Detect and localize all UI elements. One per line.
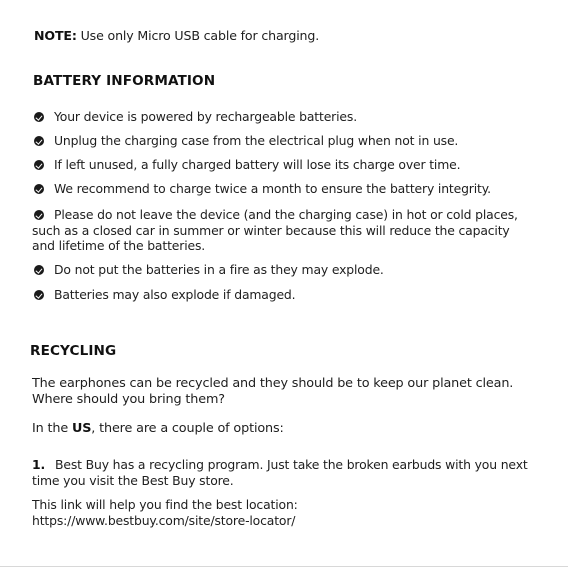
check-circle-icon	[34, 265, 44, 275]
check-circle-icon	[34, 112, 44, 122]
numbered-item	[32, 457, 552, 489]
us-options-line	[32, 421, 552, 437]
check-circle-icon	[34, 210, 44, 220]
list-item	[34, 133, 534, 149]
item-text: Best Buy has a recycling program. Just take the broken earbuds with you next time you visit the Best Buy store.	[32, 457, 528, 488]
item-number: 1.	[32, 457, 46, 472]
bullet-text: Your device is powered by rechargeable batteries.	[54, 109, 357, 124]
recycling-heading: RECYCLING	[30, 343, 117, 359]
list-item	[34, 262, 534, 278]
list-item	[32, 207, 524, 254]
note-label: NOTE:	[34, 28, 77, 43]
list-item	[34, 287, 534, 303]
store-locator-link[interactable]: https://www.bestbuy.com/site/store-locator/	[32, 513, 296, 528]
battery-information-heading: BATTERY INFORMATION	[33, 73, 216, 89]
list-item	[34, 157, 534, 173]
link-intro: This link will help you find the best location:	[32, 497, 298, 512]
bullet-text: Unplug the charging case from the electrical plug when not in use.	[54, 133, 459, 148]
check-circle-icon	[34, 160, 44, 170]
link-block	[32, 497, 552, 529]
us-bold: US	[71, 421, 92, 436]
bullet-text: If left unused, a fully charged battery will lose its charge over time.	[54, 157, 461, 172]
bottom-divider	[0, 566, 568, 567]
note-text: Use only Micro USB cable for charging.	[76, 28, 320, 43]
check-circle-icon	[34, 184, 44, 194]
bullet-text: We recommend to charge twice a month to ensure the battery integrity.	[54, 181, 491, 196]
us-suffix: , there are a couple of options:	[91, 421, 284, 436]
bullet-text: Batteries may also explode if damaged.	[54, 287, 296, 302]
us-prefix: In the	[32, 421, 72, 436]
list-item	[34, 181, 534, 197]
check-circle-icon	[34, 136, 44, 146]
list-item	[34, 109, 534, 125]
bullet-text: Please do not leave the device (and the charging case) in hot or cold places, such as a closed car in summer or winter because this will reduce the capacity and lifetime of the batteries.	[32, 207, 518, 253]
bullet-text: Do not put the batteries in a fire as they may explode.	[54, 262, 384, 277]
note-line	[34, 28, 319, 44]
check-circle-icon	[34, 290, 44, 300]
recycling-intro: The earphones can be recycled and they should be to keep our planet clean. Where should you bring them?	[32, 376, 514, 407]
